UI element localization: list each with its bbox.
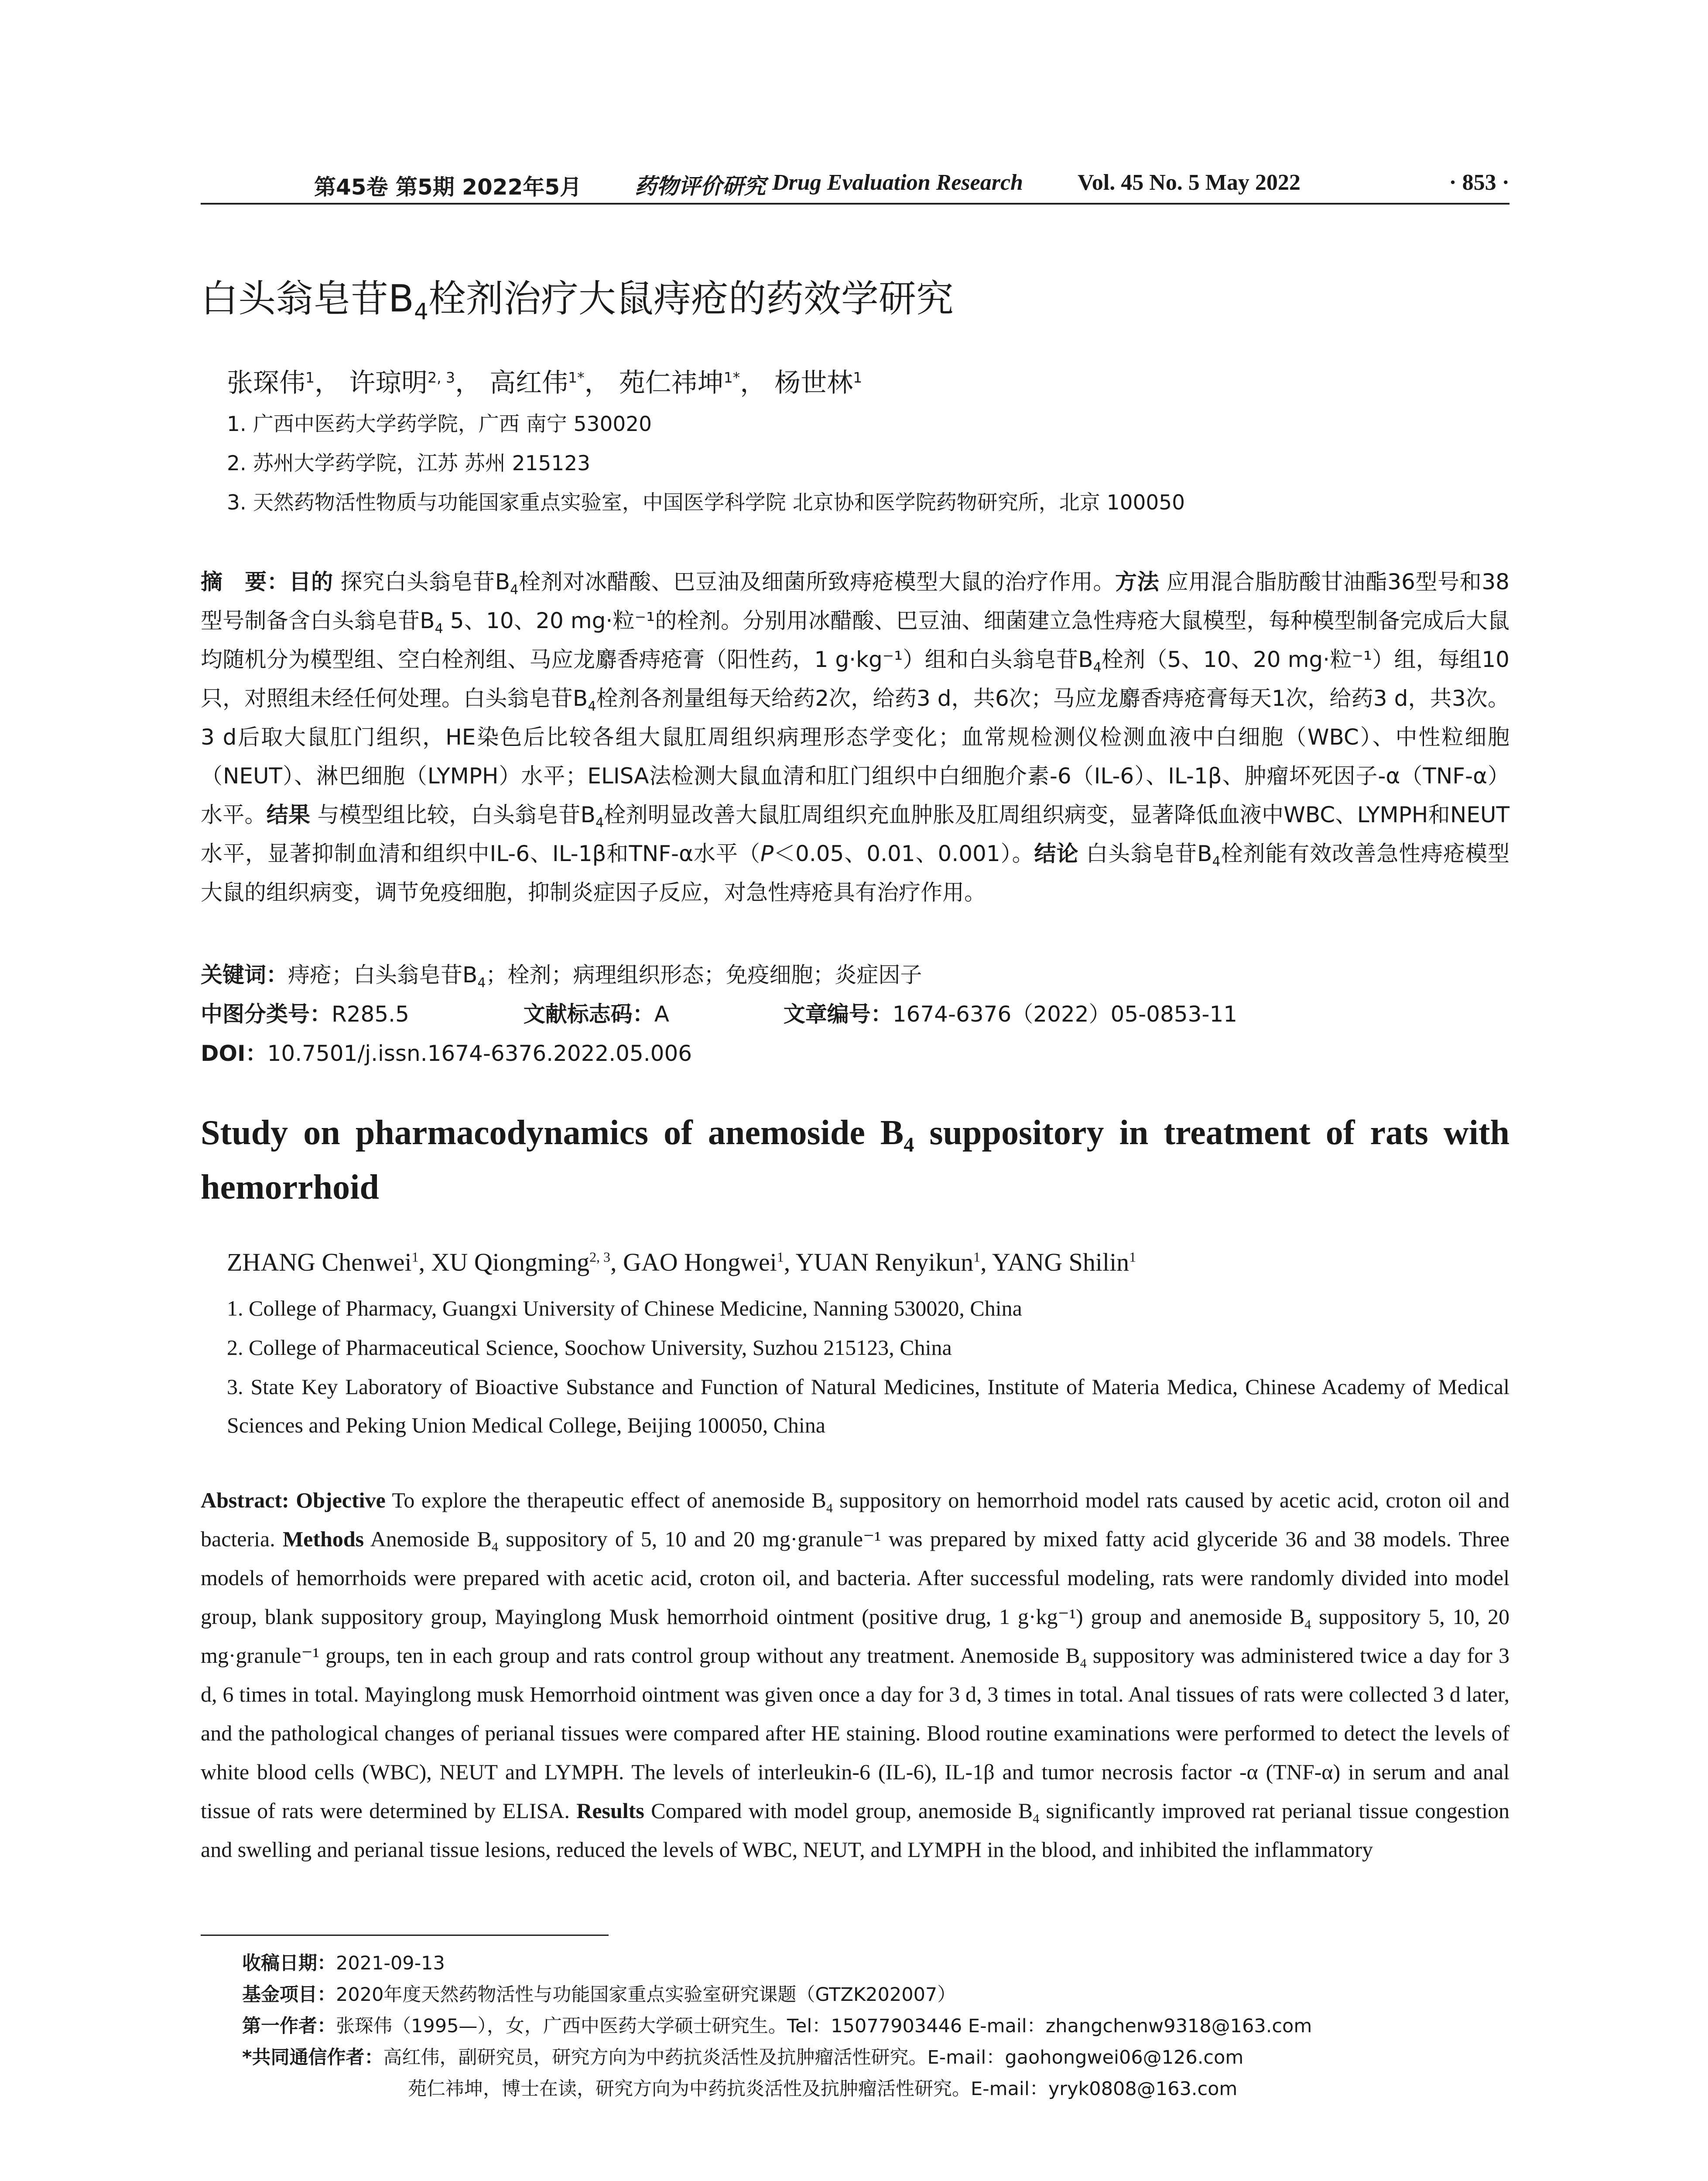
abstract-en-label: Abstract:	[201, 1488, 296, 1512]
footnotes	[242, 1948, 1312, 2105]
author-en: ZHANG Chenwei$^1$	[227, 1248, 419, 1276]
issue-info-cn: 第45卷 第5期 2022年5月	[314, 174, 582, 200]
author-cn: 张琛伟$^1$	[227, 368, 315, 398]
author-cn: 许琼明$^{2, 3}$	[349, 368, 455, 398]
abstract-cn: 摘 要：目的 探究白头翁皂苷$B_4$栓剂对冰醋酸、巴豆油及细菌所致痔疮模型大鼠的治疗作用。方法 应用混合脂肪酸甘油酯36型号和38型号制备含白头翁皂苷$B_4$ 5、10、20 mg·粒⁻¹的栓剂。分别用冰醋酸、巴豆油、细菌建立急性痔疮大鼠模型，每种模型制备完成后大鼠均随机分为模型组、空白栓剂组、马应龙麝香痔疮膏（阳性药，1 g·kg⁻¹）组和白头翁皂苷$B_4$栓剂（5、10、20 mg·粒⁻¹）组，每组10只，对照组未经任何处理。白头翁皂苷$B_4$栓剂各剂量组每天给药2次，给药3 d，共6次；马应龙麝香痔疮膏每天1次，给药3 d，共3次。3 d后取大鼠肛门组织，HE染色后比较各组大鼠肛周组织病理形态学变化；血常规检测仪检测血液中白细胞（WBC）、中性粒细胞（NEUT）、淋巴细胞（LYMPH）水平；ELISA法检测大鼠血清和肛门组织中白细胞介素-6（IL-6）、IL-1β、肿瘤坏死因子-α（TNF-α）水平。结果 与模型组比较，白头翁皂苷$B_4$栓剂明显改善大鼠肛周组织充血肿胀及肛周组织病变，显著降低血液中WBC、LYMPH和NEUT水平，显著抑制血清和组织中IL-6、IL-1β和TNF-α水平（P＜0.05、0.01、0.001）。结论 白头翁皂苷$B_4$栓剂能有效改善急性痔疮模型大鼠的组织病变，调节免疫细胞，抑制炎症因子反应，对急性痔疮具有治疗作用。	[201, 569, 1509, 905]
authors-en: ZHANG Chenwei$^1$, XU Qiongming$^{2, 3}$, GAO Hongwei$^1$, YUAN Renyikun$^1$, YANG Shilin$^1$	[227, 1248, 1136, 1276]
author-en: GAO Hongwei$^1$	[623, 1248, 784, 1276]
page-number: · 853 ·	[1449, 170, 1509, 195]
keywords-cn: 关键词：痔疮；白头翁皂苷$B_4$；栓剂；病理组织形态；免疫细胞；炎症因子	[201, 962, 922, 991]
affiliation-en: 1. College of Pharmacy, Guangxi University of Chinese Medicine, Nanning 530020, China	[227, 1296, 1022, 1320]
affiliation-en: 2. College of Pharmaceutical Science, Soochow University, Suzhou 215123, China	[227, 1335, 952, 1360]
journal-name-en: Drug Evaluation Research	[772, 170, 1023, 195]
results-label-cn: 结果	[266, 802, 311, 827]
title-cn	[201, 268, 954, 325]
title-cn-subscript: 4	[414, 299, 428, 325]
running-header	[201, 168, 1509, 205]
authors-cn: 张琛伟$^1$， 许琼明$^{2, 3}$， 高红伟$^{1*}$， 苑仁祎坤$^{1*}$， 杨世林$^1$	[227, 368, 863, 398]
keywords-label: 关键词：	[201, 962, 288, 988]
affiliation-cn: 3. 天然药物活性物质与功能国家重点实验室，中国医学科学院 北京协和医学院药物研究所，北京 100050	[227, 491, 1185, 515]
classification-line: 中图分类号：R285.5 文献标志码：A 文章编号：1674-6376（2022）05-0853-11	[201, 1002, 1238, 1027]
title-cn-part: 白头翁皂苷B	[201, 277, 414, 321]
abstract-cn-label: 摘 要：	[201, 569, 289, 595]
objective-label-cn: 目的	[289, 569, 333, 595]
title-en: Study on pharmacodynamics of anemoside $B_4$ suppository in treatment of rats with hemorrhoid	[201, 1114, 1509, 1207]
objective-label-en: Objective	[296, 1488, 386, 1512]
abstract-en: Abstract: Objective To explore the therapeutic effect of anemoside $B_4$ suppository on hemorrhoid model rats caused by acetic acid, croton oil and bacteria. Methods Anemoside $B_4$ suppository of 5, 10 and 20 mg·granule⁻¹ was prepared by mixed fatty acid glyceride 36 and 38 models. Three models of hemorrhoids were prepared with acetic acid, croton oil, and bacteria. After successful modeling, rats were randomly divided into model group, blank suppository group, Mayinglong Musk hemorrhoid ointment (positive drug, 1 g·kg⁻¹) group and anemoside $B_4$ suppository 5, 10, 20 mg·granule⁻¹ groups, ten in each group and rats control group without any treatment. Anemoside $B_4$ suppository was administered twice a day for 3 d, 6 times in total. Mayinglong musk Hemorrhoid ointment was given once a day for 3 d, 3 times in total. Anal tissues of rats were collected 3 d later, and the pathological changes of perianal tissues were compared after HE staining. Blood routine examinations were performed to detect the levels of white blood cells (WBC), NEUT and LYMPH. The levels of interleukin-6 (IL-6), IL-1β and tumor necrosis factor -α (TNF-α) in serum and anal tissue of rats were determined by ELISA. Results Compared with model group, anemoside $B_4$ significantly improved rat perianal tissue congestion and swelling and perianal tissue lesions, reduced the levels of WBC, NEUT, and LYMPH in the blood, and inhibited the inflammatory	[201, 1488, 1510, 1862]
affiliation-cn: 1. 广西中医药大学药学院，广西 南宁 530020	[227, 412, 652, 436]
title-cn-part: 栓剂治疗大鼠痔疮的药效学研究	[428, 277, 954, 321]
doi-line: DOI：10.7501/j.issn.1674-6376.2022.05.006	[201, 1041, 692, 1066]
author-cn: 高红伟$^{1*}$	[489, 368, 585, 398]
methods-label-cn: 方法	[1115, 569, 1160, 595]
journal-logo-cn: 药物评价研究	[635, 173, 766, 199]
results-label-en: Results	[576, 1798, 644, 1823]
affiliation-cn: 2. 苏州大学药学院，江苏 苏州 215123	[227, 451, 591, 475]
volume-info-en: Vol. 45 No. 5 May 2022	[1078, 170, 1301, 195]
author-en: YANG Shilin$^1$	[992, 1248, 1136, 1276]
methods-label-en: Methods	[282, 1527, 364, 1551]
author-en: YUAN Renyikun$^1$	[795, 1248, 981, 1276]
footnote-divider	[201, 1935, 609, 1936]
author-cn: 杨世林$^1$	[774, 368, 863, 398]
corresponding-author-note-2: 苑仁祎坤，博士在读，研究方向为中药抗炎活性及抗肿瘤活性研究。E-mail：yryk0808@163.com	[408, 2078, 1238, 2100]
doi-link[interactable]: 10.7501/j.issn.1674-6376.2022.05.006	[267, 1041, 692, 1066]
fund-project: 基金项目：2020年度天然药物活性与功能国家重点实验室研究课题（GTZK202007）	[242, 1984, 956, 2006]
first-author-note: 第一作者：张琛伟（1995—），女，广西中医药大学硕士研究生。Tel：15077903446 E-mail：zhangchenw9318@163.com	[242, 2015, 1312, 2037]
affiliation-en: 3. State Key Laboratory of Bioactive Substance and Function of Natural Medicines, Institute of Materia Medica, Chinese Academy of Medical Sciences and Peking Union Medical College, Beijing 100050, China	[227, 1374, 1509, 1437]
author-en: XU Qiongming$^{2, 3}$	[431, 1248, 610, 1276]
received-date: 收稿日期：2021-09-13	[242, 1952, 445, 1974]
author-cn: 苑仁祎坤$^{1*}$	[619, 368, 740, 398]
corresponding-author-note: *共同通信作者：高红伟，副研究员，研究方向为中药抗炎活性及抗肿瘤活性研究。E-mail：gaohongwei06@126.com	[242, 2047, 1244, 2068]
conclusion-label-cn: 结论	[1034, 841, 1079, 866]
